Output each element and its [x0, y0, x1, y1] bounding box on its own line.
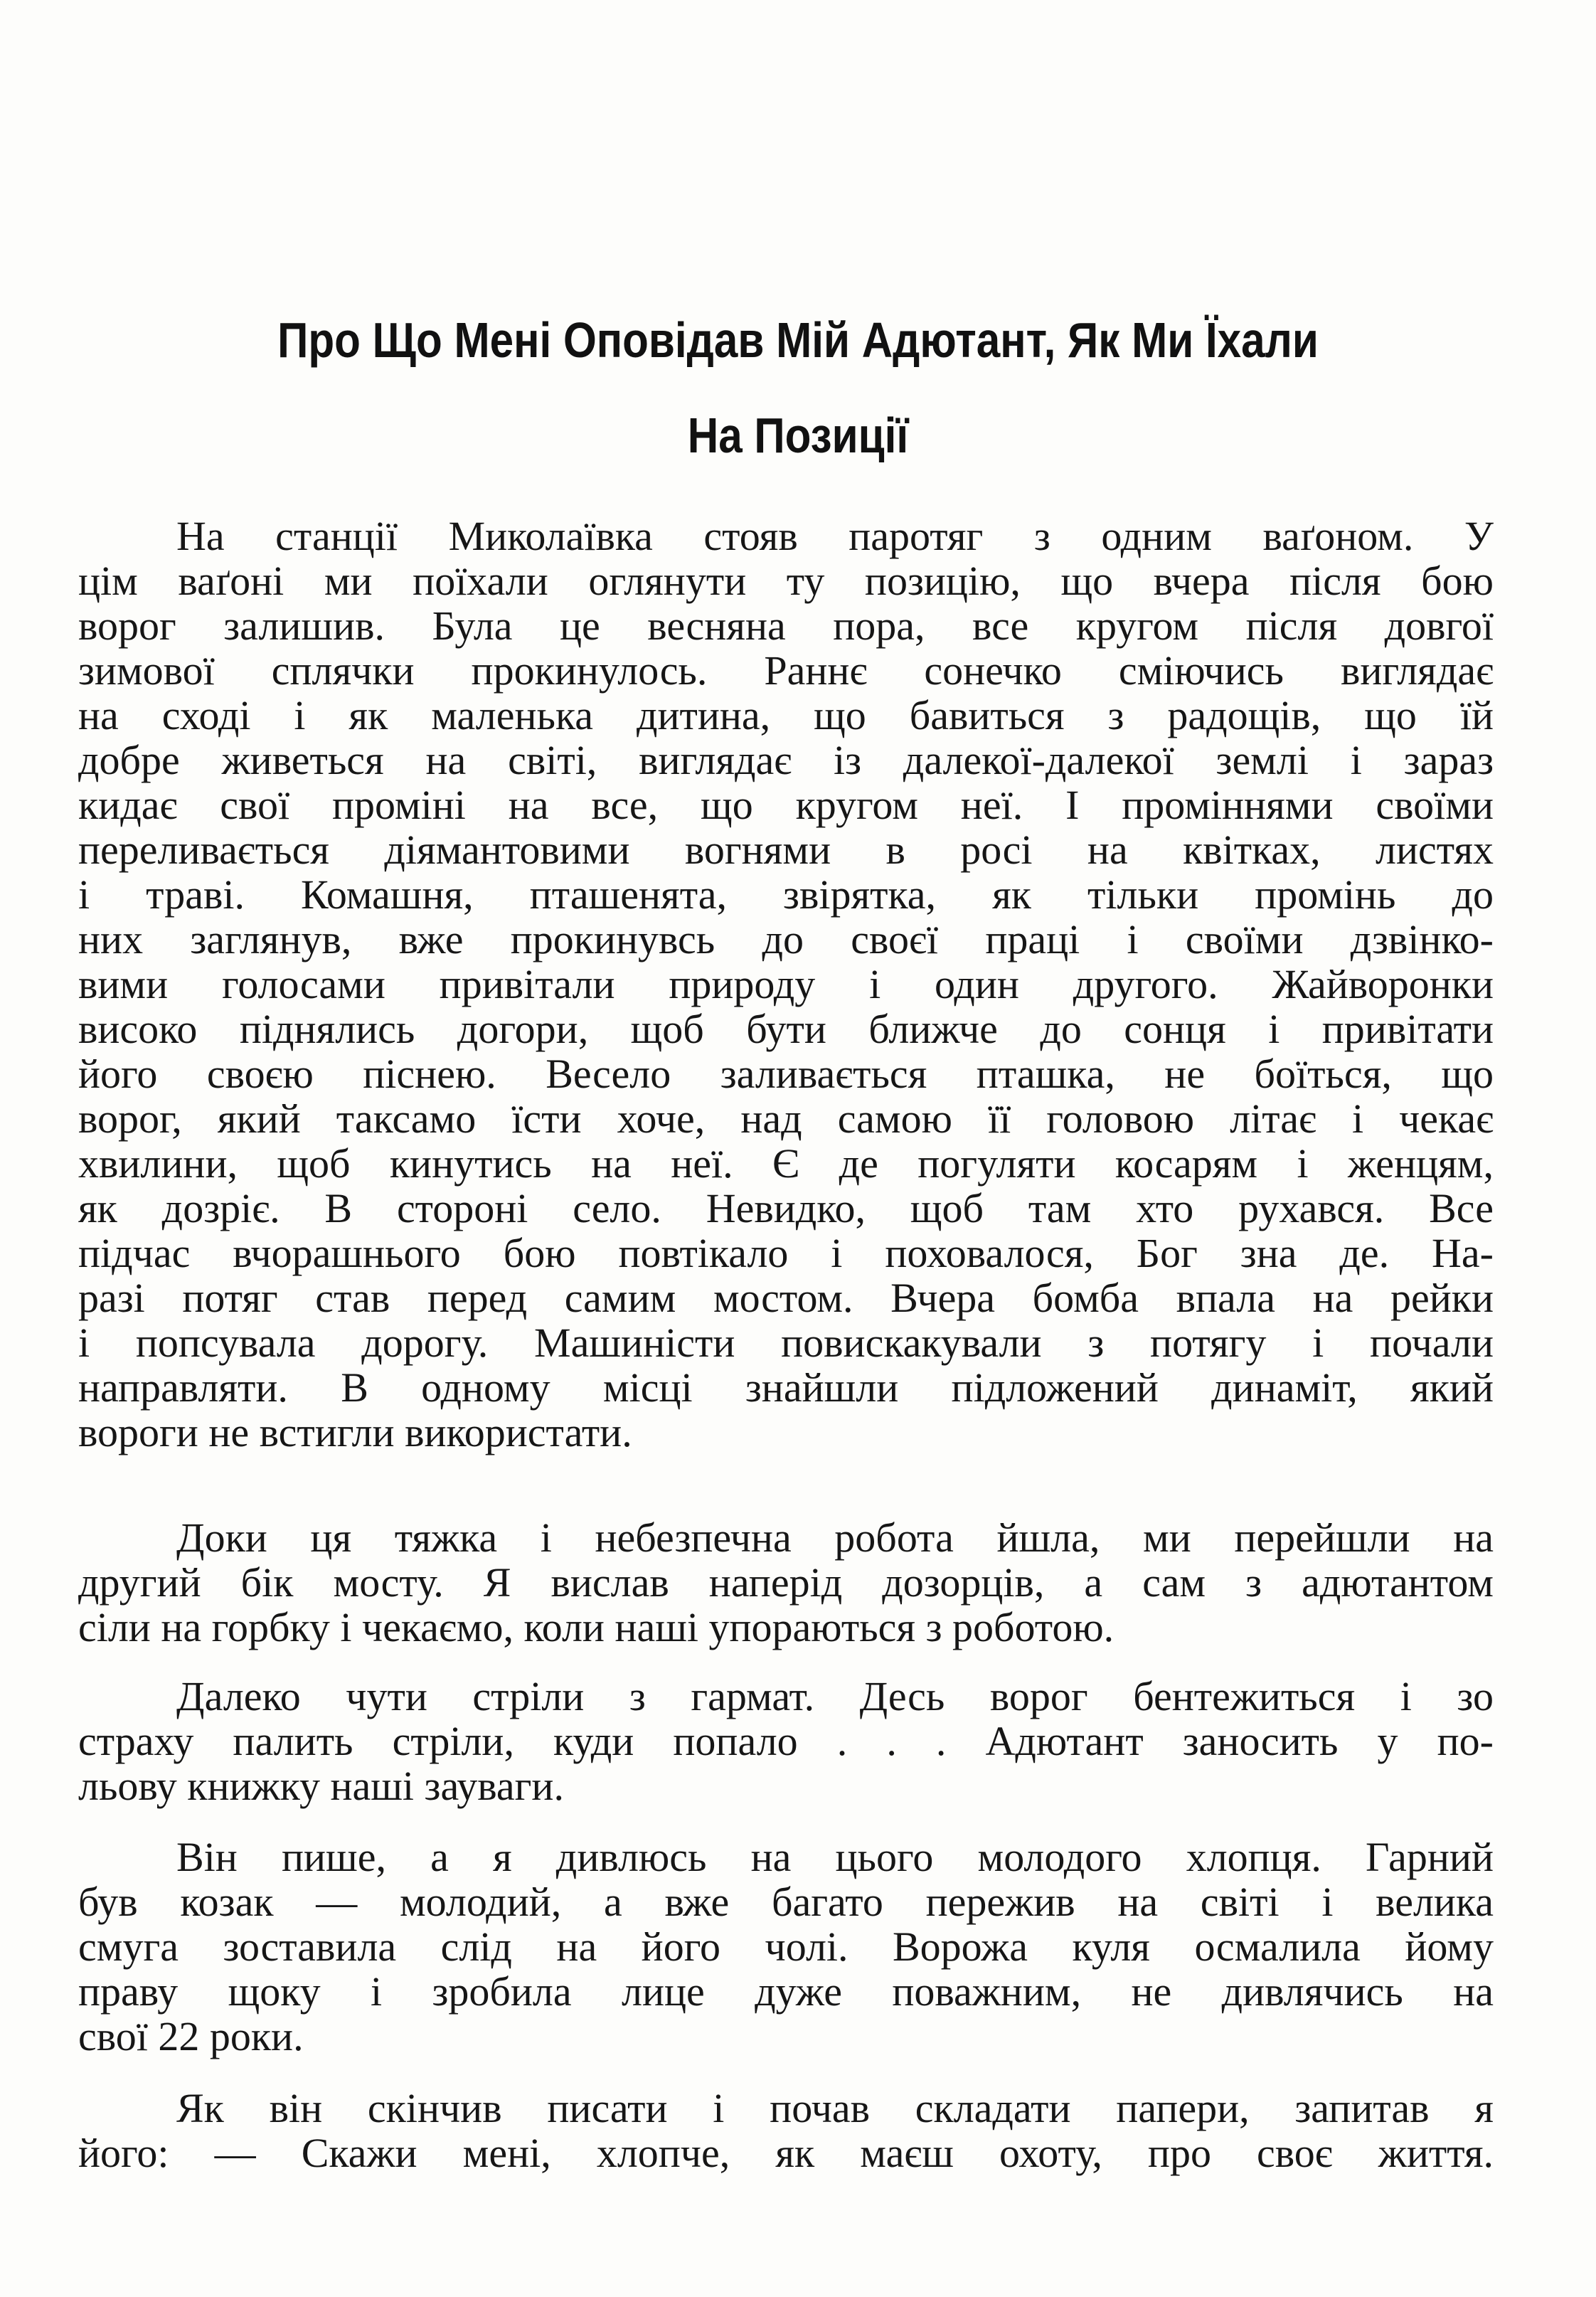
- text-line: його своєю піснею. Весело заливається пташка, не боїться, що: [78, 1051, 1494, 1097]
- text-line: кидає свої проміні на все, що кругом неї. І проміннями своїми: [78, 782, 1494, 828]
- paragraph-4: [78, 1835, 1494, 2059]
- paragraph-5: [78, 2086, 1494, 2175]
- text-line: і траві. Комашня, пташенята, звірятка, як тільки промінь до: [78, 871, 1494, 918]
- text-line: вороги не встигли використати.: [78, 1409, 632, 1455]
- text-line: його: — Скажи мені, хлопче, як маєш охоту, про своє життя.: [78, 2130, 1494, 2176]
- text-line: праву щоку і зробила лице дуже поважним, не дивлячись на: [78, 1968, 1494, 2015]
- text-line: високо піднялись догори, щоб бути ближче до сонця і привітати: [78, 1006, 1494, 1052]
- text-line: вими голосами привітали природу і один другого. Жайворонки: [78, 961, 1494, 1007]
- text-line: цім ваґоні ми поїхали оглянути ту позицію, що вчера після бою: [78, 558, 1494, 604]
- paragraph-1: [78, 514, 1494, 1455]
- page-title-line-2: На Позиції: [687, 408, 909, 463]
- body-text: [78, 0, 1494, 2297]
- paragraph-2: [78, 1515, 1494, 1650]
- text-line: направляти. В одному місці знайшли підложений динаміт, який: [78, 1364, 1494, 1411]
- text-line: ворог, який таксамо їсти хоче, над самою її головою літає і чекає: [78, 1096, 1494, 1142]
- text-line: свої 22 роки.: [78, 2013, 304, 2059]
- text-line: смуга зоставила слід на його чолі. Ворожа куля осмалила йому: [78, 1924, 1494, 1970]
- text-line: і попсувала дорогу. Машиністи повискакували з потягу і почали: [78, 1320, 1494, 1366]
- text-line: переливається діямантовими вогнями в росі на квітках, листях: [78, 827, 1494, 873]
- text-line: ворог залишив. Була це весняна пора, все кругом після довгої: [78, 603, 1494, 649]
- text-line: сіли на горбку і чекаємо, коли наші упораються з роботою.: [78, 1604, 1114, 1650]
- text-line: страху палить стріли, куди попало . . . Адютант заносить у по-: [78, 1718, 1494, 1764]
- text-line: другий бік мосту. Я вислав наперід дозорців, а сам з адютантом: [78, 1559, 1494, 1606]
- text-line: Як він скінчив писати і почав складати папери, запитав я: [176, 2085, 1494, 2131]
- text-line: Доки ця тяжка і небезпечна робота йшла, ми перейшли на: [176, 1514, 1494, 1561]
- text-line: як дозріє. В стороні село. Невидко, щоб там хто рухався. Все: [78, 1185, 1494, 1231]
- text-line: На станції Миколаївка стояв паротяг з одним ваґоном. У: [176, 513, 1494, 559]
- text-line: добре живеться на світі, виглядає із далекої-далекої землі і зараз: [78, 737, 1494, 783]
- paragraph-3: [78, 1674, 1494, 1808]
- text-line: на сході і як маленька дитина, що бавиться з радощів, що їй: [78, 692, 1494, 738]
- text-line: разі потяг став перед самим мостом. Вчера бомба впала на рейки: [78, 1275, 1494, 1321]
- text-line: Далеко чути стріли з гармат. Десь ворог бентежиться і зо: [176, 1673, 1494, 1719]
- text-line: них заглянув, вже прокинувсь до своєї праці і своїми дзвінко-: [78, 916, 1494, 962]
- text-line: зимової сплячки прокинулось. Раннє сонечко сміючись виглядає: [78, 647, 1494, 694]
- text-line: підчас вчорашнього бою повтікало і поховалося, Бог зна де. На-: [78, 1230, 1494, 1276]
- text-line: був козак — молодий, а вже багато пережив на світі і велика: [78, 1879, 1494, 1925]
- page-title-line-1: Про Що Мені Оповідав Мій Адютант, Як Ми Їхали: [277, 312, 1319, 368]
- text-line: хвилини, щоб кинутись на неї. Є де погуляти косарям і женцям,: [78, 1140, 1494, 1187]
- text-line: льову книжку наші зауваги.: [78, 1763, 564, 1809]
- text-line: Він пише, а я дивлюсь на цього молодого хлопця. Гарний: [176, 1834, 1494, 1880]
